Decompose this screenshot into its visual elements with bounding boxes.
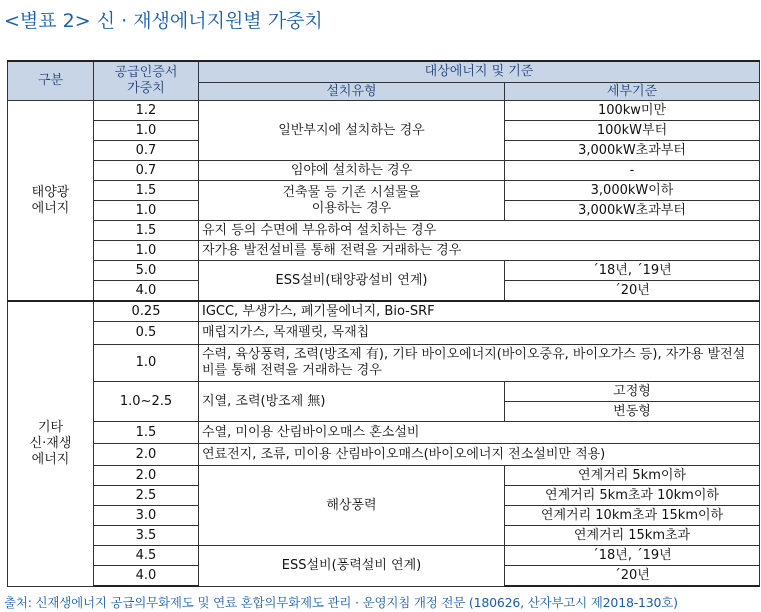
- weight-cell: 1.5: [94, 422, 199, 444]
- weight-cell: 0.5: [94, 322, 199, 345]
- weight-cell: 1.0: [94, 201, 199, 221]
- install-type-cell: 임야에 설치하는 경우: [199, 161, 505, 181]
- detail-cell: 3,000kW초과부터: [505, 141, 760, 161]
- weight-cell: 2.0: [94, 466, 199, 486]
- install-type-cell: 수열, 미이용 산림바이오매스 혼소설비: [199, 422, 760, 444]
- weight-cell: 0.7: [94, 141, 199, 161]
- weight-cell: 2.5: [94, 486, 199, 506]
- table-row: [8, 261, 760, 281]
- weight-cell: 3.0: [94, 506, 199, 526]
- install-type-cell: 매립지가스, 목재펠릿, 목재칩: [199, 322, 760, 345]
- detail-cell: 3,000kW이하: [505, 181, 760, 201]
- table-row: [8, 422, 760, 444]
- detail-cell: ´18년, ´19년: [505, 546, 760, 566]
- detail-cell: ´20년: [505, 281, 760, 302]
- table-row: [8, 444, 760, 466]
- weight-cell: 1.5: [94, 181, 199, 201]
- detail-cell: 연계거리 10km초과 15km이하: [505, 506, 760, 526]
- weight-table: [7, 60, 760, 587]
- install-type-cell: 지열, 조력(방조제 無): [199, 382, 505, 422]
- detail-cell: 고정형: [505, 382, 760, 402]
- install-type-cell: IGCC, 부생가스, 폐기물에너지, Bio-SRF: [199, 301, 760, 322]
- weight-cell: 1.5: [94, 221, 199, 241]
- table-row: [8, 301, 760, 322]
- install-type-cell: 수력, 육상풍력, 조력(방조제 有), 기타 바이오에너지(바이오중유, 바이오가스 등), 자가용 발전설비를 통해 전력을 거래하는 경우: [199, 345, 760, 382]
- detail-cell: 3,000kW초과부터: [505, 201, 760, 221]
- detail-cell: 연계거리 15km초과: [505, 526, 760, 546]
- category-other: 기타 신·재생 에너지: [8, 301, 94, 586]
- table-row: [8, 546, 760, 566]
- install-type-cell: 유지 등의 수면에 부유하여 설치하는 경우: [199, 221, 760, 241]
- header-install-type: 설치유형: [199, 83, 505, 101]
- header-detail: 세부기준: [505, 83, 760, 101]
- weight-cell: 4.5: [94, 546, 199, 566]
- table-row: [8, 101, 760, 121]
- detail-cell: 연계거리 5km초과 10km이하: [505, 486, 760, 506]
- table-row: [8, 221, 760, 241]
- header-category: 구분: [8, 61, 94, 101]
- header-target: 대상에너지 및 기준: [199, 61, 760, 83]
- weight-cell: 1.2: [94, 101, 199, 121]
- detail-cell: ´18년, ´19년: [505, 261, 760, 281]
- source-footnote: 출처: 신재생에너지 공급의무화제도 및 연료 혼합의무화제도 관리 · 운영지침 개정 전문 (180626, 산자부고시 제2018-130호): [4, 595, 678, 610]
- install-type-cell: 연료전지, 조류, 미이용 산림바이오매스(바이오에너지 전소설비만 적용): [199, 444, 760, 466]
- weight-cell: 5.0: [94, 261, 199, 281]
- table-row: [8, 345, 760, 382]
- detail-cell: 100kW부터: [505, 121, 760, 141]
- header-weight: 공급인증서 가중치: [94, 61, 199, 101]
- install-type-cell: 자가용 발전설비를 통해 전력을 거래하는 경우: [199, 241, 760, 261]
- category-solar: 태양광 에너지: [8, 101, 94, 302]
- detail-cell: ´20년: [505, 566, 760, 587]
- table-row: [8, 161, 760, 181]
- weight-cell: 1.0~2.5: [94, 382, 199, 422]
- table-row: [8, 466, 760, 486]
- weight-cell: 0.25: [94, 301, 199, 322]
- install-type-cell: 건축물 등 기존 시설물을 이용하는 경우: [199, 181, 505, 221]
- weight-cell: 2.0: [94, 444, 199, 466]
- weight-cell: 4.0: [94, 281, 199, 302]
- install-type-cell: ESS설비(풍력설비 연계): [199, 546, 505, 587]
- detail-cell: 변동형: [505, 402, 760, 422]
- detail-cell: -: [505, 161, 760, 181]
- table-row: [8, 241, 760, 261]
- table-row: [8, 181, 760, 201]
- install-type-cell: ESS설비(태양광설비 연계): [199, 261, 505, 302]
- weight-cell: 1.0: [94, 241, 199, 261]
- detail-cell: 연계거리 5km이하: [505, 466, 760, 486]
- detail-cell: 100kw미만: [505, 101, 760, 121]
- weight-cell: 1.0: [94, 121, 199, 141]
- table-row: [8, 322, 760, 345]
- weight-cell: 1.0: [94, 345, 199, 382]
- weight-cell: 4.0: [94, 566, 199, 587]
- table-row: [8, 382, 760, 402]
- install-type-cell: 해상풍력: [199, 466, 505, 546]
- install-type-cell: 일반부지에 설치하는 경우: [199, 101, 505, 161]
- weight-cell: 0.7: [94, 161, 199, 181]
- page-title: <별표 2> 신 · 재생에너지원별 가중치: [4, 10, 323, 32]
- weight-cell: 3.5: [94, 526, 199, 546]
